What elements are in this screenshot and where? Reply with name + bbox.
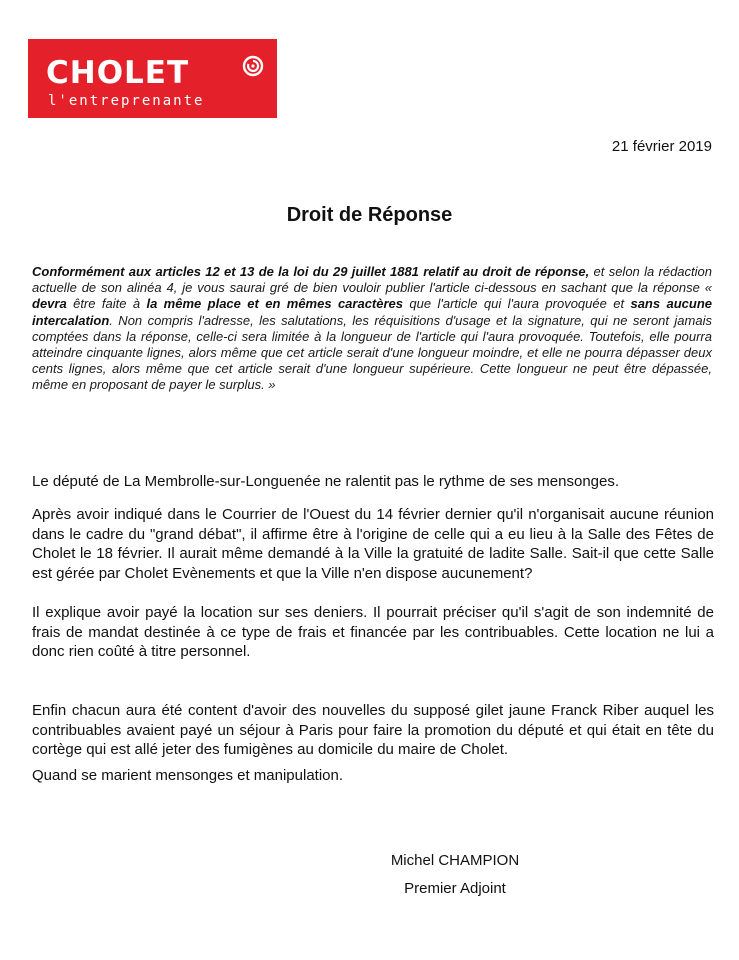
page-title: Droit de Réponse <box>286 204 453 226</box>
legal-text-2: être faite à <box>66 296 147 312</box>
paragraph: Quand se marient mensonges et manipulation. <box>32 767 344 784</box>
legal-bold-4: sans aucune intercalation <box>32 296 712 328</box>
legal-bold-1: Conformément aux articles 12 et 13 de la loi du 29 juillet 1881 relatif au droit de réponse, <box>32 264 590 279</box>
signature-name: Michel CHAMPION <box>390 852 520 869</box>
legal-notice <box>32 264 712 394</box>
cholet-logo <box>28 39 277 118</box>
paragraph: Le député de La Membrolle-sur-Longuenée ne ralentit pas le rythme de ses mensonges. <box>32 473 620 490</box>
logo-wordmark: cholet <box>46 43 190 94</box>
paragraph: Après avoir indiqué dans le Courrier de l'Ouest du 14 février dernier qu'il n'organisait aucune réunion dans le cadre du "grand débat", il affirme être à l'origine de celle qui a eu lieu à la Salle des Fêtes de Cholet le 18 février. Il aurait même demandé à la Ville la gratuité de ladite Salle. Sait-il que cette Salle est gérée par Cholet Evènements et que la Ville n'en dispose aucunement? <box>32 506 714 582</box>
legal-text-4: . Non compris l'adresse, les salutations, les réquisitions d'usage et la signature, qui ne seront jamais comptées dans la réponse, celle-ci sera limitée à la longueur de l'article qui l'aura provoquée. Toutefois, elle pourra atteindre cinquante lignes, alors même que cet article serait d'une longueur moindre, et elle ne pourra dépasser deux cents lignes, alors même que cet article serait d'une longueur supérieure. Cette longueur ne peut être dépassée, même en proposant de payer le surplus. » <box>32 312 712 393</box>
logo-tagline: l'entreprenante <box>48 93 205 109</box>
legal-text-1: et selon la rédaction actuelle de son alinéa 4, je vous saurai gré de bien vouloir publier l'article ci-dessous en sachant que la réponse « <box>32 264 712 296</box>
legal-text-3: que l'article qui l'aura provoquée et <box>403 296 631 312</box>
legal-bold-2: devra <box>32 296 67 312</box>
logo-swirl-icon <box>242 55 264 77</box>
signature-role: Premier Adjoint <box>404 880 506 897</box>
paragraph: Enfin chacun aura été content d'avoir des nouvelles du supposé gilet jaune Franck Riber auquel les contribuables avaient payé un séjour à Paris pour faire la promotion du député et qui était en tête du cortège qui est allé jeter des fumigènes au domicile du maire de Cholet. <box>32 702 714 758</box>
paragraph: Il explique avoir payé la location sur ses deniers. Il pourrait préciser qu'il s'agit de son indemnité de frais de mandat destinée à ce type de frais et financée par les contribuables. Cette location ne lui a donc rien coûté à titre personnel. <box>32 604 714 660</box>
document-date: 21 février 2019 <box>611 138 712 155</box>
legal-bold-3: la même place et en mêmes caractères <box>146 296 404 312</box>
